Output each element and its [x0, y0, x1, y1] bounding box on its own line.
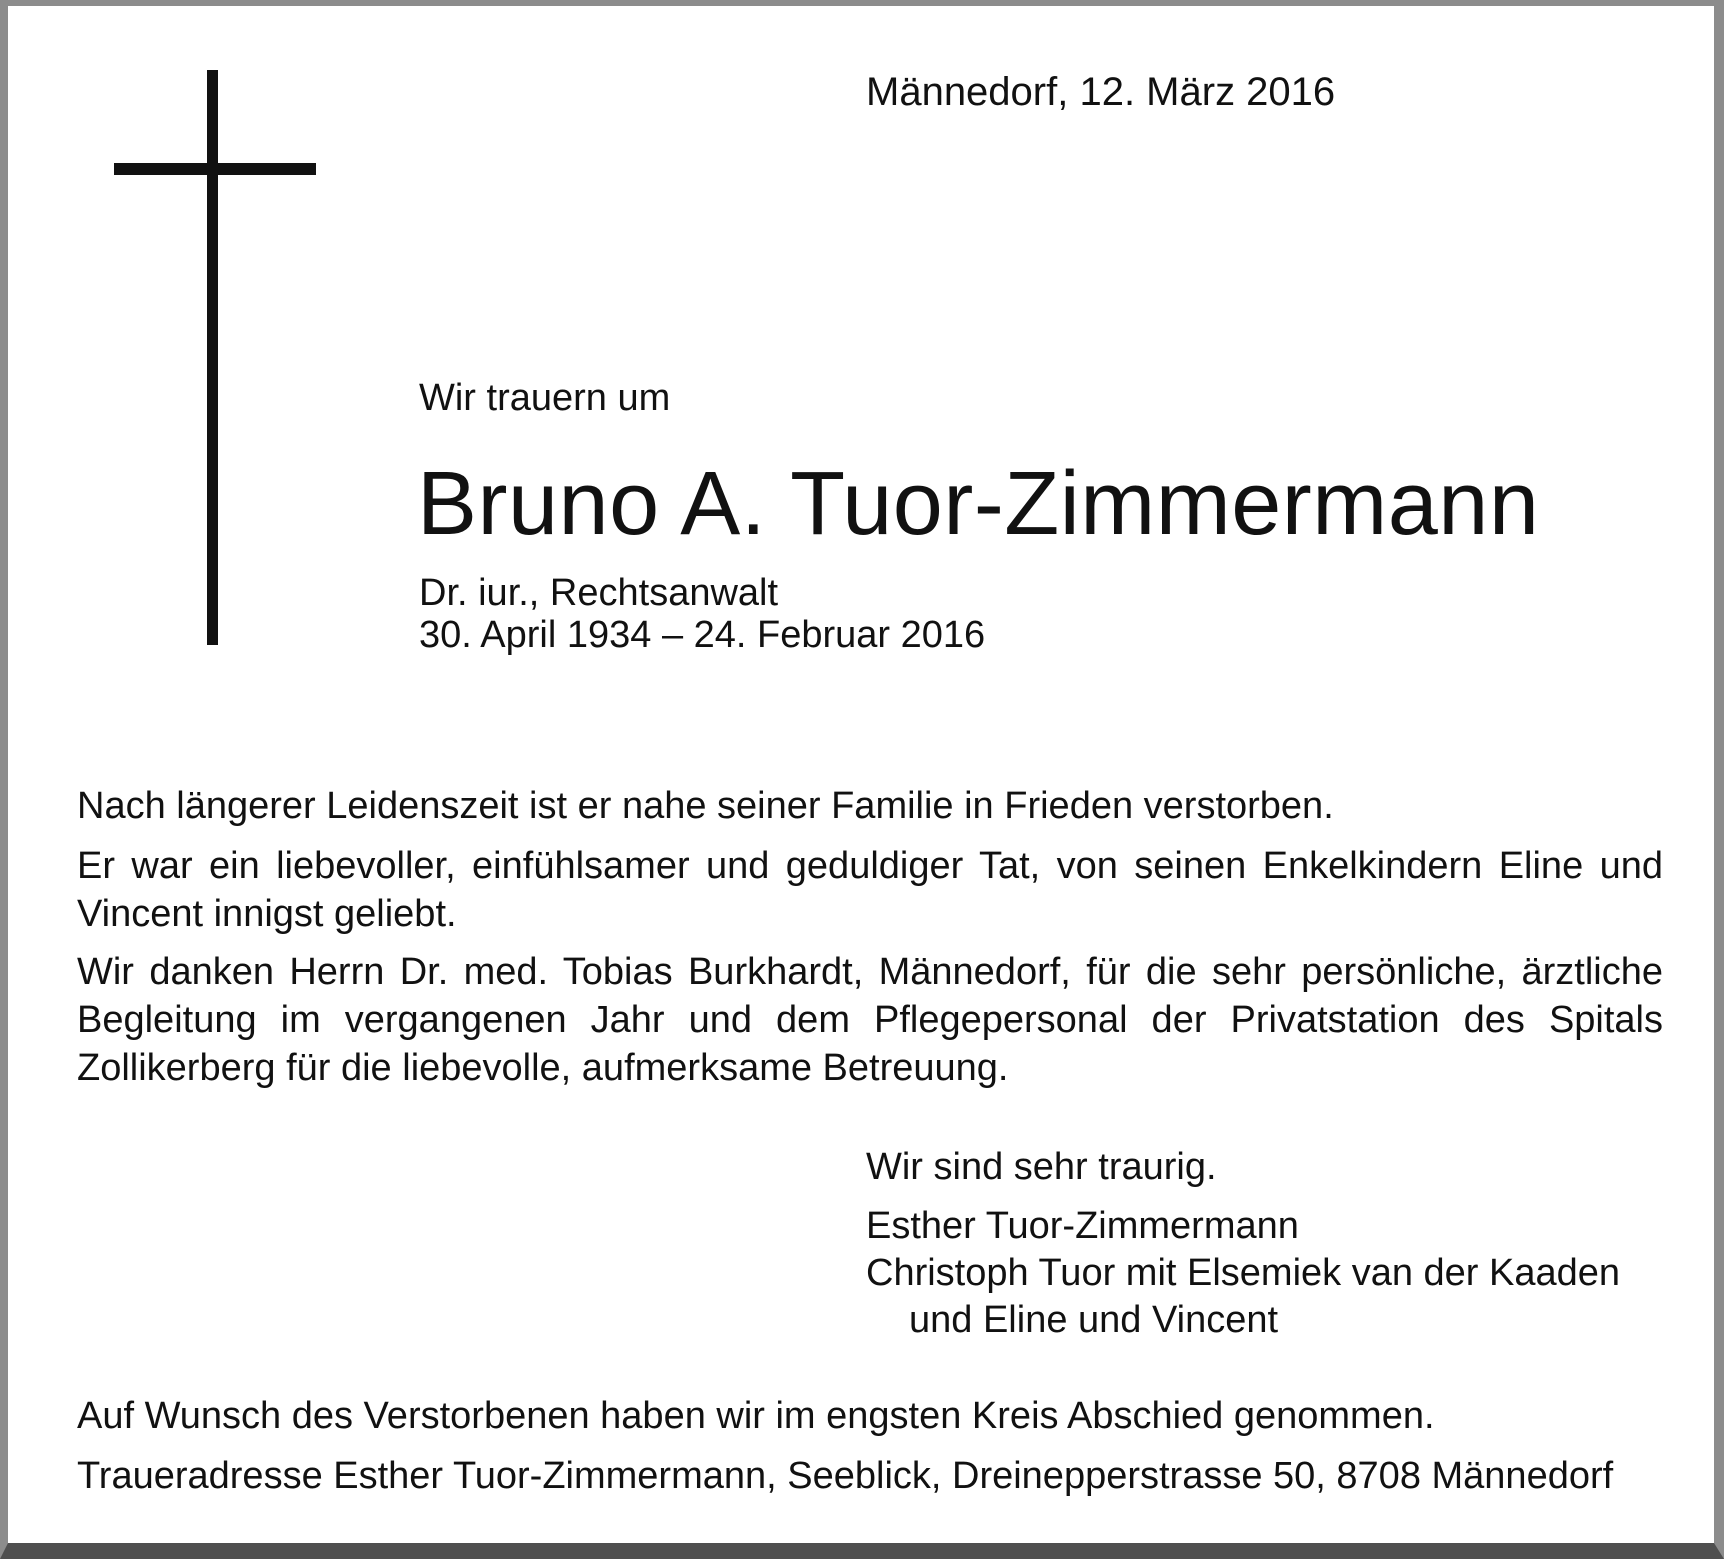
life-dates: 30. April 1934 – 24. Februar 2016: [419, 614, 986, 656]
mourner-name: Christoph Tuor mit Elsemiek van der Kaaden: [866, 1252, 1621, 1294]
mourning-intro: Wir trauern um: [419, 377, 671, 419]
cross-vertical-bar: [207, 70, 218, 645]
cross-horizontal-bar: [114, 163, 316, 175]
mourning-address: Traueradresse Esther Tuor-Zimmermann, Seeblick, Dreinepperstrasse 50, 8708 Männedorf: [77, 1455, 1614, 1497]
farewell-note: Auf Wunsch des Verstorbenen haben wir im engsten Kreis Abschied genommen.: [77, 1395, 1435, 1437]
deceased-title: Dr. iur., Rechtsanwalt: [419, 572, 779, 614]
closing-line: Wir sind sehr traurig.: [866, 1146, 1217, 1188]
mourner-name: und Eline und Vincent: [909, 1299, 1279, 1341]
deceased-name: Bruno A. Tuor-Zimmermann: [417, 454, 1540, 554]
body-paragraph: Wir danken Herrn Dr. med. Tobias Burkhardt, Männedorf, für die sehr persönliche, ärztliche Begleitung im vergangenen Jahr und dem Pflegepersonal der Privatstation des Spitals Zollikerberg für die liebevolle, aufmerksame Betreuung.: [77, 951, 1663, 1089]
body-paragraph: Nach längerer Leidenszeit ist er nahe seiner Familie in Frieden verstorben.: [77, 785, 1334, 827]
place-date: Männedorf, 12. März 2016: [866, 70, 1336, 114]
body-paragraph: Er war ein liebevoller, einfühlsamer und geduldiger Tat, von seinen Enkelkindern Eline und Vincent innigst geliebt.: [77, 845, 1663, 935]
mourner-name: Esther Tuor-Zimmermann: [866, 1205, 1299, 1247]
